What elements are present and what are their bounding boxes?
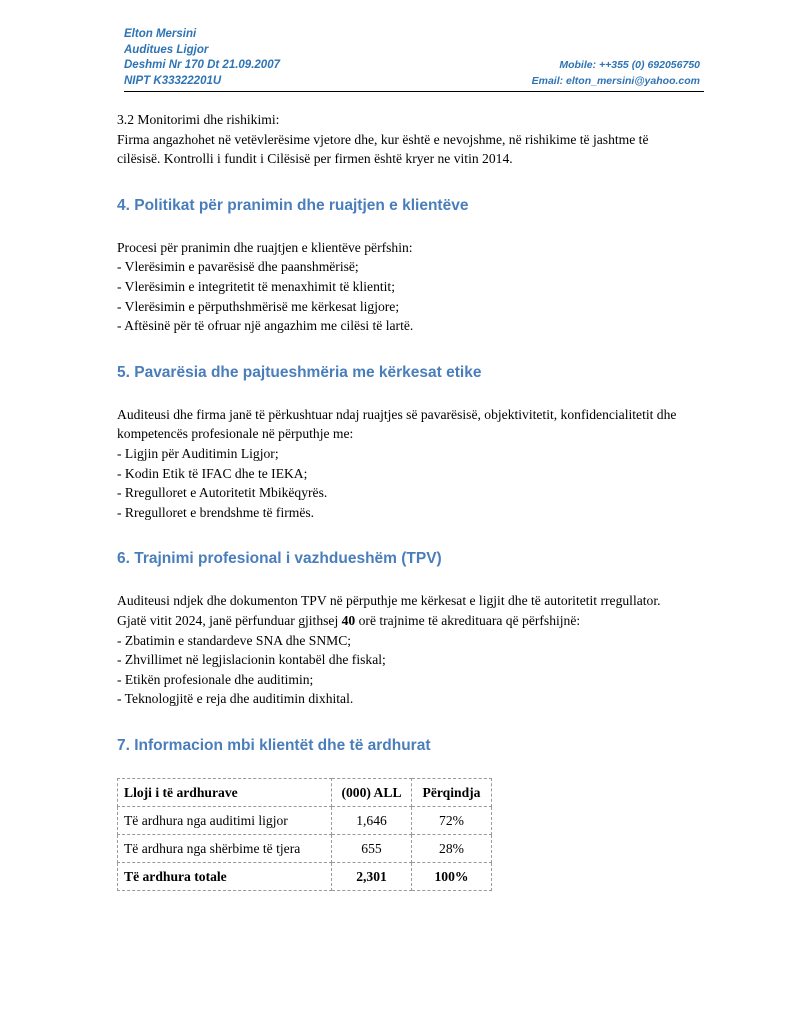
section-6-heading: 6. Trajnimi profesional i vazhdueshëm (TPV) <box>117 550 442 568</box>
list-item: - Kodin Etik të IFAC dhe te IEKA; <box>117 465 308 481</box>
section-3-2-body: Firma angazhohet në vetëvlerësime vjetore dhe, kur është e nevojshme, në rishikime të jashtme të cilësisë. Kontrolli i fundit i Cilësisë per firmen është kryer ne vitin 2014. <box>117 131 649 167</box>
list-item: - Vlerësimin e pavarësisë dhe paanshmërisë; <box>117 259 359 275</box>
revenue-type: Të ardhura nga auditimi ligjor <box>118 806 332 834</box>
revenue-percent: 28% <box>412 834 492 862</box>
table-header-row <box>118 778 492 806</box>
section-5-intro: Auditeusi dhe firma janë të përkushtuar ndaj ruajtjes së pavarësisë, objektivitetit, konfidencialitetit dhe kompetencës profesionale në përputhje me: <box>117 406 677 442</box>
revenue-percent: 72% <box>412 806 492 834</box>
list-item: - Rregulloret e brendshme të firmës. <box>117 504 315 520</box>
total-amount: 2,301 <box>332 862 412 890</box>
mobile-number: Mobile: ++355 (0) 692056750 <box>559 59 700 71</box>
auditor-info <box>124 27 280 89</box>
revenue-amount: 655 <box>332 834 412 862</box>
list-item: - Teknologjitë e reja dhe auditimin dixhital. <box>117 691 354 707</box>
auditor-title: Auditues Ligjor <box>124 43 209 56</box>
list-item: - Zhvillimet në legjislacionin kontabël dhe fiskal; <box>117 652 386 668</box>
column-header-amount: (000) ALL <box>332 778 412 806</box>
auditor-certificate: Deshmi Nr 170 Dt 21.09.2007 <box>124 59 280 72</box>
auditor-nipt: NIPT K33322201U <box>124 74 222 87</box>
section-6-intro-end: orë trajnime të akredituara që përfshijnë: <box>355 612 581 628</box>
table-total-row <box>118 862 492 890</box>
section-3-2-title: 3.2 Monitorimi dhe rishikimi: <box>117 112 280 127</box>
list-item: - Zbatimin e standardeve SNA dhe SNMC; <box>117 632 352 648</box>
total-percent: 100% <box>412 862 492 890</box>
auditor-name: Elton Mersini <box>124 28 197 40</box>
list-item: - Vlerësimin e integritetit të menaxhimit të klientit; <box>117 278 395 294</box>
list-item: - Rregulloret e Autoritetit Mbikëqyrës. <box>117 485 328 501</box>
section-7-heading: 7. Informacion mbi klientët dhe të ardhurat <box>117 736 431 754</box>
document-body <box>117 110 677 891</box>
column-header-percent: Përqindja <box>412 778 492 806</box>
section-5-heading: 5. Pavarësia dhe pajtueshmëria me kërkesat etike <box>117 363 482 381</box>
table-row <box>118 806 492 834</box>
email-address[interactable]: Email: elton_mersini@yahoo.com <box>531 74 700 87</box>
revenue-table <box>117 778 492 891</box>
revenue-amount: 1,646 <box>332 806 412 834</box>
list-item: - Etikën profesionale dhe auditimin; <box>117 671 314 687</box>
list-item: - Vlerësimin e përputhshmërisë me kërkesat ligjore; <box>117 298 400 314</box>
table-row <box>118 834 492 862</box>
page-header <box>124 27 704 92</box>
section-6-list <box>117 631 677 709</box>
section-6-intro <box>117 591 677 630</box>
list-item: - Ligjin për Auditimin Ligjor; <box>117 445 279 461</box>
section-5-list <box>117 444 677 522</box>
section-4-intro: Procesi për pranimin dhe ruajtjen e klientëve përfshin: <box>117 239 413 255</box>
column-header-type: Lloji i të ardhurave <box>118 778 332 806</box>
total-label: Të ardhura totale <box>118 862 332 890</box>
section-4-list <box>117 257 677 335</box>
revenue-type: Të ardhura nga shërbime të tjera <box>118 834 332 862</box>
list-item: - Aftësinë për të ofruar një angazhim me cilësi të lartë. <box>117 318 414 334</box>
contact-info <box>532 58 700 89</box>
section-6-intro-start: Auditeusi ndjek dhe dokumenton TPV në përputhje me kërkesat e ligjit dhe të autoritetit rregullator. Gjatë vitit 2024, janë përfunduar gjithsej <box>117 593 661 628</box>
section-4-heading: 4. Politikat për pranimin dhe ruajtjen e klientëve <box>117 196 469 214</box>
training-hours: 40 <box>341 612 356 628</box>
